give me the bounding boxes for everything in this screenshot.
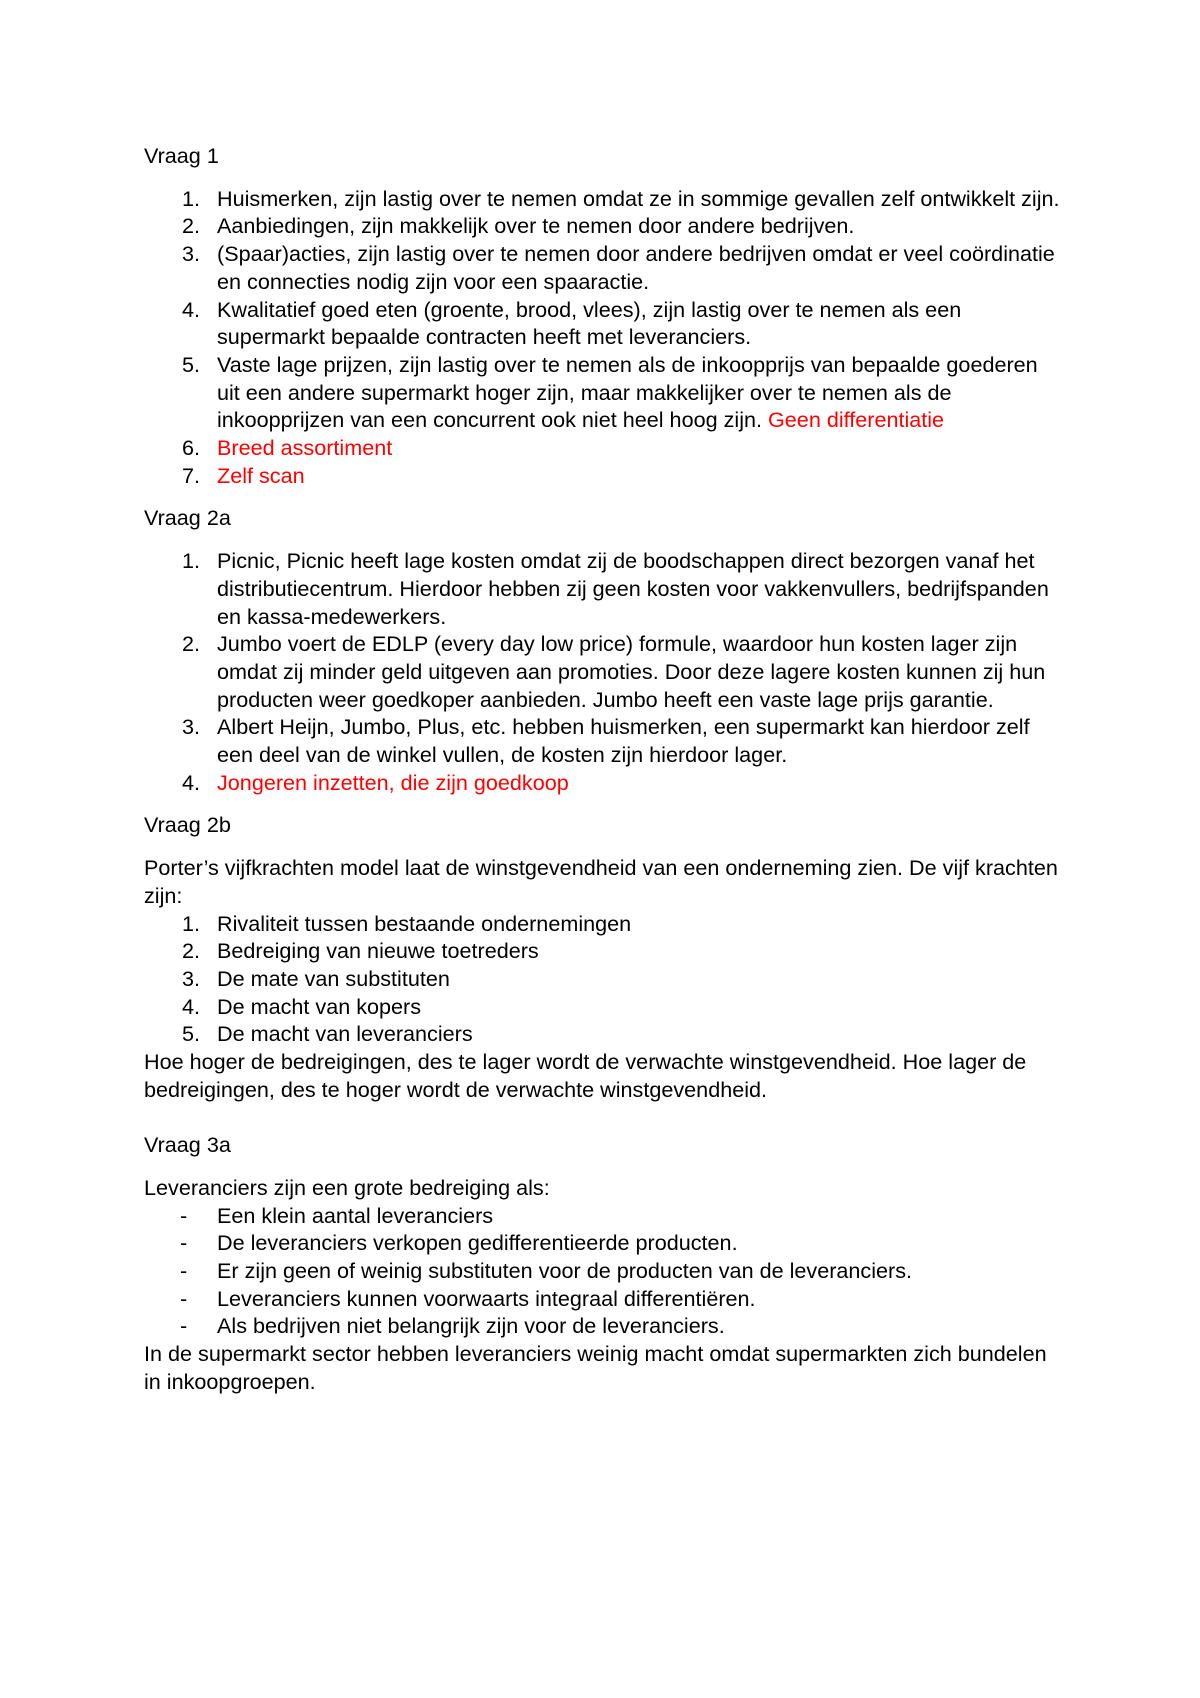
list-item-text: De leveranciers verkopen gedifferentieerde producten. [217, 1230, 738, 1256]
list-item-text: Vaste lage prijzen, zijn lastig over te nemen als de inkoopprijs van bepaalde goederen uit een andere supermarkt hoger zijn, maar makkelijker over te nemen als de inkoopprijzen van een concurrent ook niet heel hoog zijn. [217, 351, 1038, 433]
list-bullet: - [180, 1230, 188, 1256]
paragraph-intro-3a: Leveranciers zijn een grote bedreiging als: [144, 1174, 550, 1200]
list-item [144, 937, 1064, 965]
list-number: 1. [181, 548, 200, 574]
list-number: 1. [181, 910, 200, 936]
annotation-red: Breed assortiment [217, 435, 393, 461]
list-number: 2. [181, 631, 200, 657]
annotation-red: Zelf scan [217, 462, 305, 488]
list-item [144, 910, 1064, 938]
list-item-text: Rivaliteit tussen bestaande ondernemingen [217, 910, 632, 936]
list-bullet: - [180, 1202, 188, 1228]
annotation-red: Geen differentiatie [768, 407, 945, 433]
list-item-text: De mate van substituten [217, 965, 450, 991]
list-item-text: Leveranciers kunnen voorwaarts integraal differentiëren. [217, 1285, 756, 1311]
list-number: 5. [181, 351, 200, 377]
list-item-text: Huismerken, zijn lastig over te nemen omdat ze in sommige gevallen zelf ontwikkelt zijn. [217, 185, 1060, 211]
list-item [144, 434, 1064, 462]
list-item-text: Kwalitatief goed eten (groente, brood, vlees), zijn lastig over te nemen als een supermarkt bepaalde contracten heeft met leveranciers. [217, 296, 962, 350]
list-vraag-2b [144, 910, 1064, 1049]
paragraph-intro-2b: Porter’s vijfkrachten model laat de winstgevendheid van een onderneming zien. De vijf krachten zijn: [144, 855, 1058, 908]
list-item [144, 547, 1064, 630]
list-vraag-1 [144, 185, 1064, 490]
list-number: 3. [181, 965, 200, 991]
list-item-text: Jumbo voert de EDLP (every day low price) formule, waardoor hun kosten lager zijn omdat zij minder geld uitgeven aan promoties. Door deze lagere kosten kunnen zij hun producten weer goedkoper aanbieden. Jumbo heeft een vaste lage prijs garantie. [217, 631, 1046, 712]
spacer [144, 489, 1064, 504]
list-item [144, 769, 1064, 797]
list-item-text: Bedreiging van nieuwe toetreders [217, 938, 539, 964]
list-item [144, 1312, 1064, 1340]
list-vraag-3a [144, 1202, 1064, 1341]
list-number: 3. [181, 241, 200, 267]
heading-vraag-1: Vraag 1 [144, 143, 219, 168]
list-bullet: - [180, 1285, 188, 1311]
list-number: 1. [181, 185, 200, 211]
heading-vraag-2b: Vraag 2b [144, 812, 231, 838]
list-number: 4. [181, 993, 200, 1019]
list-bullet: - [180, 1258, 188, 1283]
list-number: 2. [181, 938, 200, 964]
paragraph-outro-3a: In de supermarkt sector hebben leveranciers weinig macht omdat supermarkten zich bundelen in inkoopgroepen. [144, 1341, 1047, 1394]
paragraph-outro-2b: Hoe hoger de bedreigingen, des te lager wordt de verwachte winstgevendheid. Hoe lager de bedreigingen, des te hoger wordt de verwachte winstgevendheid. [144, 1049, 1027, 1102]
document-page [144, 142, 1064, 1396]
list-vraag-2a [144, 547, 1064, 796]
list-item [144, 1229, 1064, 1257]
list-item [144, 212, 1064, 240]
list-item [144, 1202, 1064, 1230]
list-number: 4. [181, 769, 200, 795]
list-number: 3. [181, 714, 200, 740]
list-item-text: De macht van leveranciers [217, 1021, 473, 1047]
list-item [144, 1020, 1064, 1048]
list-item-text: Als bedrijven niet belangrijk zijn voor de leveranciers. [217, 1313, 725, 1339]
list-item-text: Een klein aantal leveranciers [217, 1202, 494, 1228]
list-item [144, 240, 1064, 295]
list-number: 6. [181, 435, 200, 461]
list-item [144, 965, 1064, 993]
list-bullet: - [180, 1313, 188, 1339]
list-item [144, 462, 1064, 490]
spacer [144, 796, 1064, 811]
list-item-text: Aanbiedingen, zijn makkelijk over te nemen door andere bedrijven. [217, 213, 855, 239]
heading-vraag-3a: Vraag 3a [144, 1132, 231, 1158]
list-number: 7. [181, 462, 200, 488]
list-item-text: Albert Heijn, Jumbo, Plus, etc. hebben huismerken, een supermarkt kan hierdoor zelf een deel van de winkel vullen, de kosten zijn hierdoor lager. [217, 714, 1030, 768]
list-item-text: Er zijn geen of weinig substituten voor de producten van de leveranciers. [217, 1258, 913, 1283]
list-item [144, 993, 1064, 1021]
heading-vraag-2a: Vraag 2a [144, 505, 231, 531]
list-number: 4. [181, 296, 200, 322]
list-item [144, 296, 1064, 351]
list-item [144, 630, 1064, 713]
list-item [144, 351, 1064, 434]
list-number: 2. [181, 213, 200, 239]
list-item [144, 1285, 1064, 1313]
list-item [144, 1257, 1064, 1285]
list-item-text: (Spaar)acties, zijn lastig over te nemen door andere bedrijven omdat er veel coördinatie en connecties nodig zijn voor een spaaractie. [217, 241, 1055, 294]
list-item-text: Picnic, Picnic heeft lage kosten omdat zij de boodschappen direct bezorgen vanaf het distributiecentrum. Hierdoor hebben zij geen kosten voor vakkenvullers, bedrijfspanden en kassa-medewerkers. [217, 548, 1049, 629]
annotation-red: Jongeren inzetten, die zijn goedkoop [217, 769, 569, 795]
list-number: 5. [181, 1021, 200, 1047]
list-item-text: De macht van kopers [217, 993, 422, 1019]
list-item [144, 713, 1064, 768]
spacer [144, 1104, 1064, 1132]
list-item [144, 185, 1064, 213]
